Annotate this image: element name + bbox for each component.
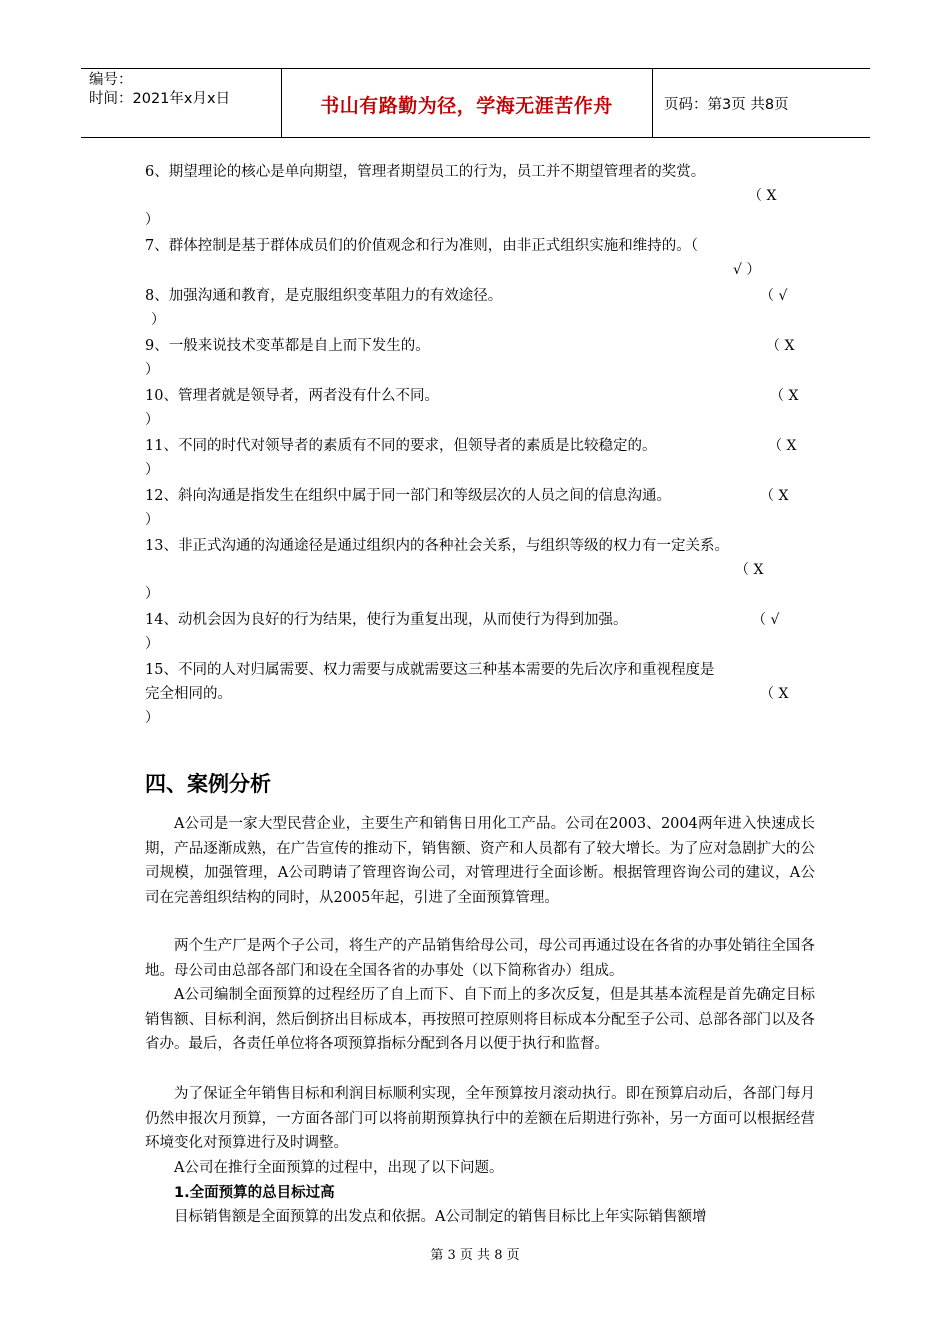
statement-10-answer: （ X [770,388,799,404]
statement-10-close: ） [145,412,159,428]
statement-15-close: ） [145,710,159,726]
statement-12-close: ） [145,512,159,528]
subheading: 1.全面预算的总目标过高 [174,1185,335,1201]
statement-9: 9、一般来说技术变革都是自上而下发生的。 [145,338,430,354]
statement-15-answer: （ X [760,686,789,702]
case-paragraph-6: 目标销售额是全面预算的出发点和依据。A公司制定的销售目标比上年实际销售额增 [174,1209,707,1225]
header-page-number: 页码：第3页 共8页 [664,97,789,113]
statement-13: 13、非正式沟通的沟通途径是通过组织内的各种社会关系，与组织等级的权力有一定关系。 [145,538,729,554]
statement-11-answer: （ X [768,438,797,454]
statement-11: 11、不同的时代对领导者的素质有不同的要求，但领导者的素质是比较稳定的。 [145,438,657,454]
statement-11-close: ） [145,462,159,478]
case-paragraph-1: A公司是一家大型民营企业，主要生产和销售日用化工产品。公司在2003、2004两年进入快速成长期，产品逐渐成熟，在广告宣传的推动下，销售额、资产和人员都有了较大增长。为了应对急剧扩大的公司规模，加强管理，A公司聘请了管理咨询公司，对管理进行全面诊断。根据管理咨询公司的建议，A公司在完善组织结构的同时，从2005年起，引进了全面预算管理。 [145,816,815,906]
document-date: 时间：2021年x月x日 [89,91,231,107]
statement-12: 12、斜向沟通是指发生在组织中属于同一部门和等级层次的人员之间的信息沟通。 [145,488,671,504]
statement-10: 10、管理者就是领导者，两者没有什么不同。 [145,388,439,404]
statement-14-close: ） [145,636,159,652]
statement-14-answer: （ √ [752,612,780,628]
statement-12-answer: （ X [760,488,789,504]
statement-7-answer: √ ） [733,262,761,278]
statement-6-answer: （ X [748,188,777,204]
statement-13-close: ） [145,586,159,602]
statement-7: 7、群体控制是基于群体成员们的价值观念和行为准则，由非正式组织实施和维持的。（ [145,238,698,254]
statement-15: 15、不同的人对归属需要、权力需要与成就需要这三种基本需要的先后次序和重视程度是 [145,662,715,678]
statement-14: 14、动机会因为良好的行为结果，使行为重复出现，从而使行为得到加强。 [145,612,628,628]
statement-9-close: ） [145,362,159,378]
header-motto: 书山有路勤为径，学海无涯苦作舟 [320,95,613,117]
header-divider [652,69,653,137]
statement-15-continued: 完全相同的。 [145,686,232,702]
statement-8: 8、加强沟通和教育，是克服组织变革阻力的有效途径。 [145,288,503,304]
statement-8-answer: （ √ [760,288,788,304]
case-paragraph-4: 为了保证全年销售目标和利润目标顺利实现，全年预算按月滚动执行。即在预算启动后，各部门每月仍然申报次月预算，一方面各部门可以将前期预算执行中的差额在后期进行弥补，另一方面可以根据经营环境变化对预算进行及时调整。 [145,1086,815,1152]
statement-8-close: ） [151,312,165,328]
document-number-label: 编号： [89,72,133,88]
case-paragraph-2: 两个生产厂是两个子公司，将生产的产品销售给母公司，母公司再通过设在各省的办事处销往全国各地。母公司由总部各部门和设在全国各省的办事处（以下简称省办）组成。 [145,938,815,979]
statement-6: 6、期望理论的核心是单向期望，管理者期望员工的行为，员工并不期望管理者的奖赏。 [145,164,706,180]
page-footer: 第 3 页 共 8 页 [430,1248,520,1263]
statement-13-answer: （ X [735,562,764,578]
case-paragraph-5: A公司在推行全面预算的过程中，出现了以下问题。 [174,1160,504,1176]
case-paragraph-3: A公司编制全面预算的过程经历了自上而下、自下而上的多次反复，但是其基本流程是首先确定目标销售额、目标利润，然后倒挤出目标成本，再按照可控原则将目标成本分配至子公司、总部各部门以及各省办。最后，各责任单位将各项预算指标分配到各月以便于执行和监督。 [145,987,815,1053]
header-meta [89,71,230,109]
section-title: 四、案例分析 [145,772,271,796]
page-header [81,68,870,138]
statement-6-close: ） [145,212,159,228]
statement-9-answer: （ X [766,338,795,354]
